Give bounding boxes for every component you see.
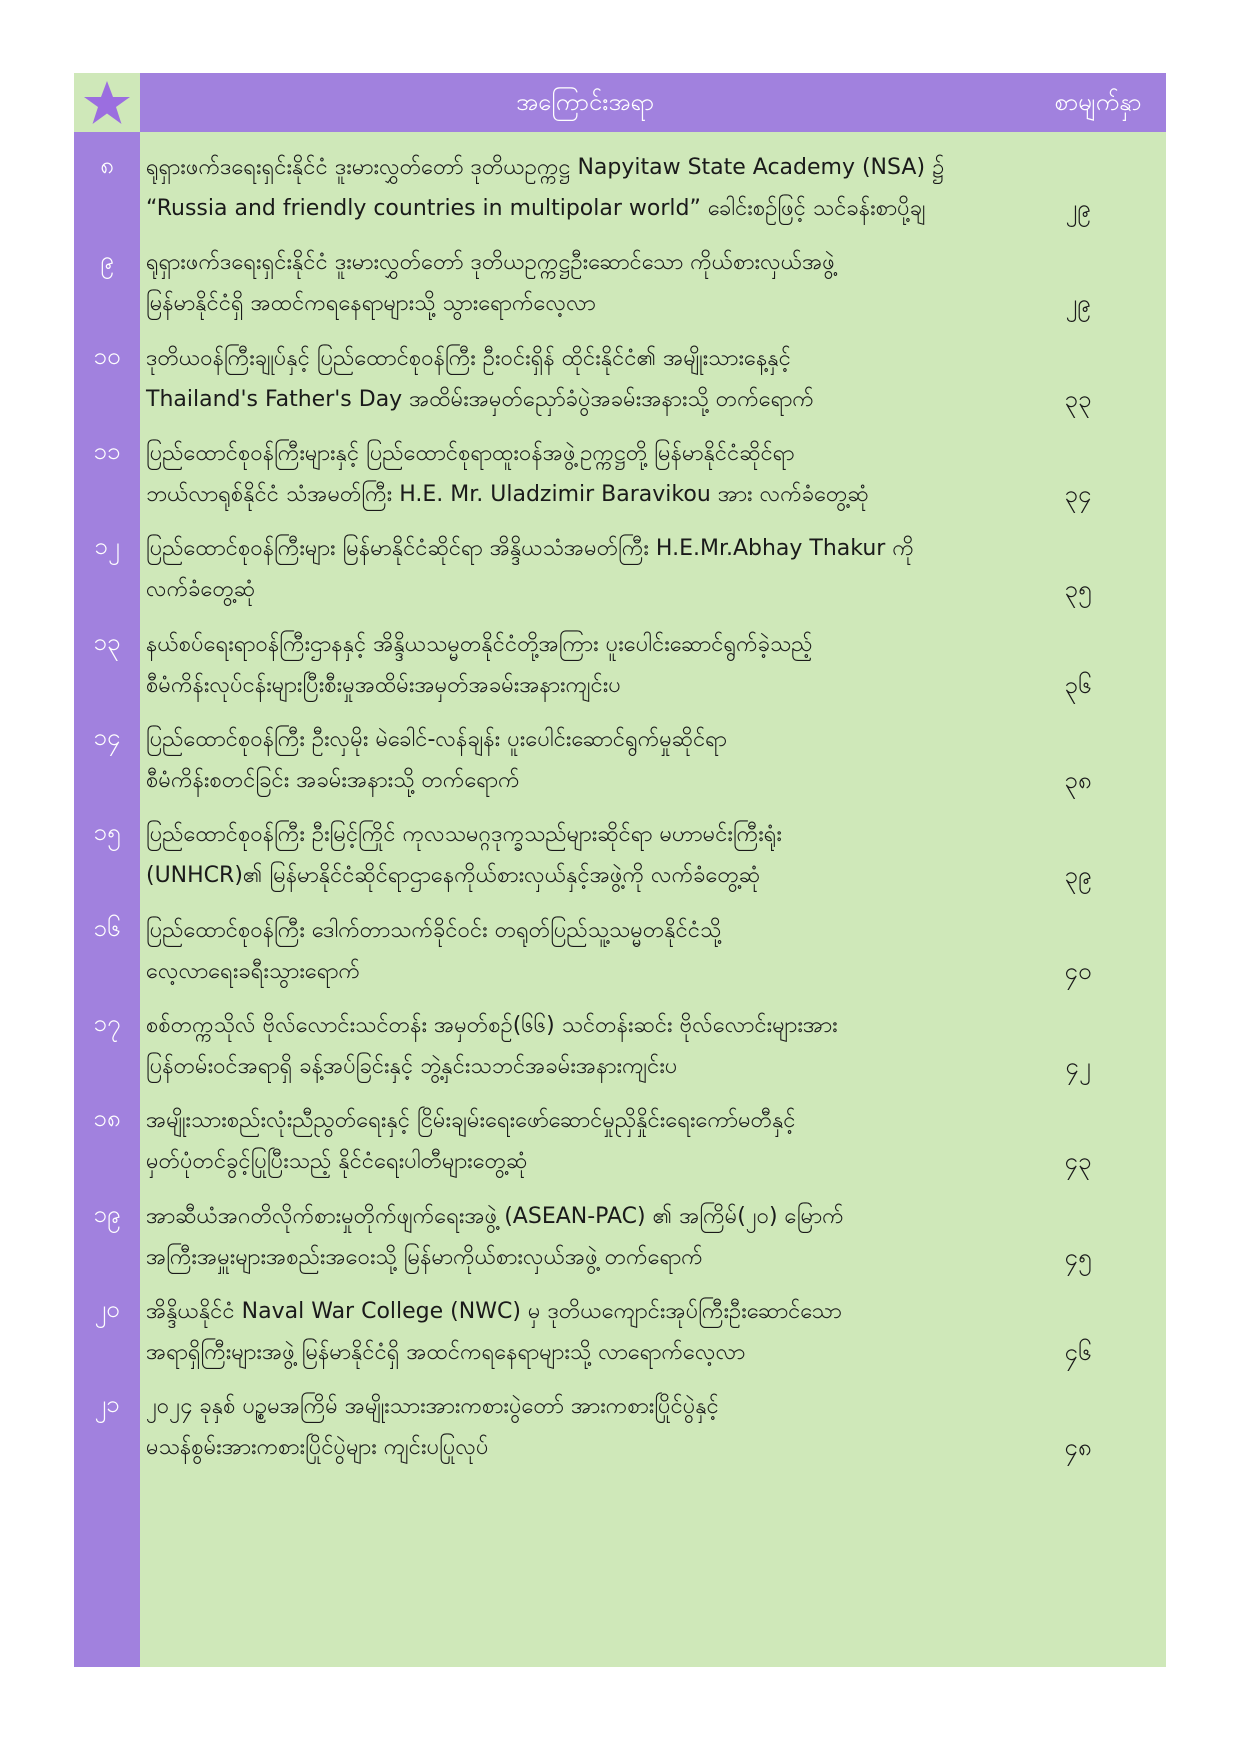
entry-title-line2: အကြီးအမှူးများအစည်းအဝေးသို့ မြန်မာကိုယ်စားလှယ်အဖွဲ့ တက်ရောက် [146, 1245, 703, 1270]
entry-title-line1: ရုရှားဖက်ဒရေးရှင်းနိုင်ငံ ဒူးမားလွှတ်တော် ဒုတိယဥက္ကဋ္ဌ Napyitaw State Academy (NSA) ၌ [146, 155, 945, 180]
entry-title-line1: ဒုတိယဝန်ကြီးချုပ်နှင့် ပြည်ထောင်စုဝန်ကြီး ဦးဝင်းရှိန် ထိုင်းနိုင်ငံ၏ အမျိုးသားနေ့နှင့် [146, 346, 791, 371]
table-header [140, 73, 1166, 132]
entry-title-line1: အမျိုးသားစည်းလုံးညီညွတ်ရေးနှင့် ငြိမ်းချမ်းရေးဖော်ဆောင်မှုညှိနှိုင်းရေးကော်မတီနှင့် [146, 1108, 796, 1133]
entry-page: ၃၅ [1064, 575, 1092, 603]
toc-entry [74, 1092, 1166, 1188]
entry-title [146, 814, 1036, 896]
entry-title-line1: နယ်စပ်ရေးရာဝန်ကြီးဌာနနှင့် အိန္ဒိယသမ္မတနိုင်ငံတို့အကြား ပူးပေါင်းဆောင်ရွက်ခဲ့သည့် [146, 632, 813, 657]
entry-title-line1: ရုရှားဖက်ဒရေးရှင်းနိုင်ငံ ဒူးမားလွှတ်တော် ဒုတိယဥက္ကဋ္ဌဦးဆောင်သော ကိုယ်စားလှယ်အဖွဲ့ [146, 250, 835, 275]
entry-title [146, 624, 1036, 706]
toc-entry [74, 520, 1166, 616]
entry-number: ၂၀ [94, 1295, 120, 1323]
toc-entry [74, 1378, 1166, 1474]
entry-title-line2: ဘယ်လာရုစ်နိုင်ငံ သံအမတ်ကြီး H.E. Mr. Uladzimir Baravikou အား လက်ခံတွေ့ဆုံ [146, 482, 869, 507]
entry-title [146, 147, 1036, 229]
toc-entry [74, 234, 1166, 330]
entry-title-line1: ပြည်ထောင်စုဝန်ကြီး ဦးမြင့်ကြိုင် ကုလသမဂ္ဂဒုက္ခသည်များဆိုင်ရာ မဟာမင်းကြီးရုံး [146, 822, 783, 847]
entry-number: ၁၆ [93, 914, 121, 942]
entry-page: ၄၃ [1064, 1147, 1092, 1175]
entry-title-line1: စစ်တက္ကသိုလ် ဗိုလ်လောင်းသင်တန်း အမှတ်စဉ်(၆၆) သင်တန်းဆင်း ဗိုလ်လောင်းများအား [146, 1013, 838, 1038]
entry-page: ၂၉ [1065, 194, 1091, 222]
entry-page: ၄၅ [1064, 1243, 1092, 1271]
header-page-label: စာမျက်နှာ [1054, 88, 1142, 116]
entry-page: ၃၃ [1064, 385, 1092, 413]
entry-title-line1: ၂၀၂၄ ခုနှစ် ပဉ္စမအကြိမ် အမျိုးသားအားကစားပွဲတော် အားကစားပြိုင်ပွဲနှင့် [146, 1394, 719, 1419]
star-icon [82, 78, 132, 128]
star-cell [74, 73, 140, 132]
entry-page: ၃၉ [1064, 861, 1092, 889]
entry-title-line1: ပြည်ထောင်စုဝန်ကြီး ဒေါက်တာသက်ခိုင်ဝင်း တရုတ်ပြည်သူ့သမ္မတနိုင်ငံသို့ [146, 918, 722, 943]
entry-title-line2: လေ့လာရေးခရီးသွားရောက် [146, 959, 361, 984]
entry-title [146, 338, 1036, 420]
toc-entry [74, 997, 1166, 1093]
entry-page: ၄၈ [1064, 1433, 1092, 1461]
toc-entry [74, 139, 1166, 235]
entry-number: ၁၄ [93, 723, 121, 751]
toc-table [74, 73, 1166, 1667]
entry-title [146, 910, 1036, 992]
entry-number: ၁၃ [93, 628, 121, 656]
entry-title-line2: မသန်စွမ်းအားကစားပြိုင်ပွဲများ ကျင်းပပြုလုပ် [146, 1435, 489, 1460]
entry-page: ၃၆ [1064, 671, 1092, 699]
entry-title [146, 1386, 1036, 1468]
entry-number: ၈ [100, 151, 114, 179]
entry-title-line2: Thailand's Father's Day အထိမ်းအမှတ်ညှော်ခံပွဲအခမ်းအနားသို့ တက်ရောက် [146, 387, 814, 412]
entry-title-line2: မှတ်ပုံတင်ခွင့်ပြုပြီးသည့် နိုင်ငံရေးပါတီများတွေ့ဆုံ [146, 1149, 528, 1174]
toc-entry [74, 1283, 1166, 1379]
toc-entry [74, 330, 1166, 426]
header-title: အကြောင်းအရာ [516, 88, 654, 116]
entry-page: ၃၄ [1064, 480, 1092, 508]
entry-number: ၉ [100, 246, 114, 274]
entry-title-line2: မြန်မာနိုင်ငံရှိ အထင်ကရနေရာများသို့ သွားရောက်လေ့လာ [146, 291, 596, 316]
entry-title [146, 1100, 1036, 1182]
entry-title-line2: စီမံကိန်းလုပ်ငန်းများပြီးစီးမှုအထိမ်းအမှတ်အခမ်းအနားကျင်းပ [146, 673, 621, 698]
toc-entry [74, 902, 1166, 998]
entry-number: ၁၅ [93, 818, 121, 846]
entry-number: ၁၀ [93, 342, 121, 370]
entry-title [146, 719, 1036, 801]
toc-entry [74, 425, 1166, 521]
entry-title [146, 1291, 1036, 1373]
entry-title-line1: ပြည်ထောင်စုဝန်ကြီးများ မြန်မာနိုင်ငံဆိုင်ရာ အိန္ဒိယသံအမတ်ကြီး H.E.Mr.Abhay Thakur ကို [146, 536, 914, 561]
entry-title [146, 242, 1036, 324]
entry-page: ၄၆ [1064, 1338, 1092, 1366]
entry-title-line1: ပြည်ထောင်စုဝန်ကြီး ဦးလှမိုး မဲခေါင်-လန်ချန်း ပူးပေါင်းဆောင်ရွက်မှုဆိုင်ရာ [146, 727, 727, 752]
toc-entry [74, 1188, 1166, 1284]
entry-title [146, 1196, 1036, 1278]
entry-title [146, 1005, 1036, 1087]
entry-page: ၂၉ [1065, 289, 1091, 317]
entry-number: ၁၇ [93, 1009, 121, 1037]
entry-title-line2: (UNHCR)၏ မြန်မာနိုင်ငံဆိုင်ရာဌာနေကိုယ်စားလှယ်နှင့်အဖွဲ့ကို လက်ခံတွေ့ဆုံ [146, 863, 761, 888]
entry-number: ၁၂ [94, 532, 120, 560]
entry-title [146, 433, 1036, 515]
entry-title [146, 528, 1036, 610]
toc-entry [74, 806, 1166, 902]
entry-page: ၃၈ [1064, 766, 1092, 794]
entry-number: ၁၈ [93, 1104, 121, 1132]
entry-title-line2: “Russia and friendly countries in multipolar world” ခေါင်းစဉ်ဖြင့် သင်ခန်းစာပို့ချ [146, 196, 926, 221]
entry-page: ၄၂ [1065, 1052, 1091, 1080]
entry-title-line2: စီမံကိန်းစတင်ခြင်း အခမ်းအနားသို့ တက်ရောက် [146, 768, 520, 793]
entry-number: ၂၁ [94, 1390, 120, 1418]
toc-entry [74, 711, 1166, 807]
entry-number: ၁၉ [93, 1200, 121, 1228]
entry-title-line1: အာဆီယံအဂတိလိုက်စားမှုတိုက်ဖျက်ရေးအဖွဲ့ (ASEAN-PAC) ၏ အကြိမ်(၂၀) မြောက် [146, 1204, 844, 1229]
entry-title-line2: ပြန်တမ်းဝင်အရာရှိ ခန့်အပ်ခြင်းနှင့် ဘွဲ့နှင်းသဘင်အခမ်းအနားကျင်းပ [146, 1054, 678, 1079]
entry-title-line2: လက်ခံတွေ့ဆုံ [146, 577, 256, 602]
entry-title-line1: ပြည်ထောင်စုဝန်ကြီးများနှင့် ပြည်ထောင်စုရာထူးဝန်အဖွဲ့ဥက္ကဋ္ဌတို့ မြန်မာနိုင်ငံဆိုင်ရာ [146, 441, 795, 466]
entry-number: ၁၁ [93, 437, 121, 465]
entry-title-line2: အရာရှိကြီးများအဖွဲ့ မြန်မာနိုင်ငံရှိ အထင်ကရနေရာများသို့ လာရောက်လေ့လာ [146, 1340, 746, 1365]
toc-entry [74, 616, 1166, 712]
entry-page: ၄၀ [1064, 957, 1092, 985]
entry-title-line1: အိန္ဒိယနိုင်ငံ Naval War College (NWC) မှ ဒုတိယကျောင်းအုပ်ကြီးဦးဆောင်သော [146, 1299, 842, 1324]
